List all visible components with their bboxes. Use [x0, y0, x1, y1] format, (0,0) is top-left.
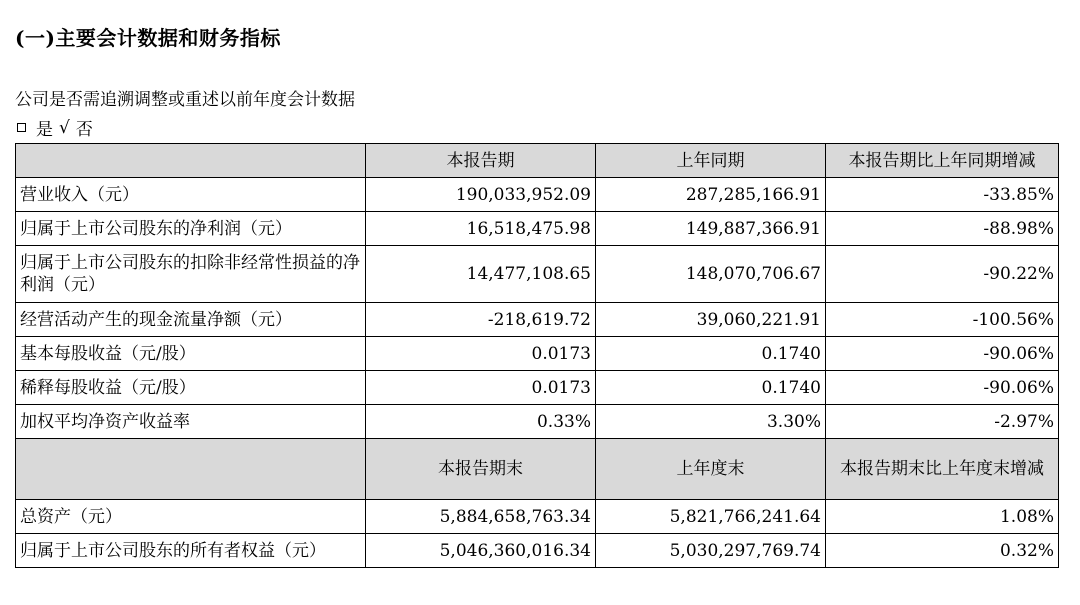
prior-value: 39,060,221.91 [596, 303, 826, 337]
row-label: 总资产（元） [16, 500, 366, 534]
prior-value: 5,821,766,241.64 [596, 500, 826, 534]
current-value: 14,477,108.65 [366, 246, 596, 303]
prior-value: 0.1740 [596, 371, 826, 405]
table-row [16, 212, 1059, 246]
change-value: -100.56% [826, 303, 1059, 337]
change-value: -90.06% [826, 337, 1059, 371]
row-label: 经营活动产生的现金流量净额（元） [16, 303, 366, 337]
prior-value: 148,070,706.67 [596, 246, 826, 303]
header-prior-period: 上年同期 [596, 144, 826, 178]
header-prior-year-end: 上年度末 [596, 439, 826, 500]
prior-value: 0.1740 [596, 337, 826, 371]
prior-value: 149,887,366.91 [596, 212, 826, 246]
header-current-period: 本报告期 [366, 144, 596, 178]
option-yes-label: 是 [36, 120, 53, 140]
row-label: 加权平均净资产收益率 [16, 405, 366, 439]
current-value: 0.0173 [366, 337, 596, 371]
current-value: -218,619.72 [366, 303, 596, 337]
financial-indicators-table [15, 143, 1059, 568]
header-period-end: 本报告期末 [366, 439, 596, 500]
current-value: 190,033,952.09 [366, 178, 596, 212]
current-value: 5,884,658,763.34 [366, 500, 596, 534]
current-value: 5,046,360,016.34 [366, 534, 596, 568]
current-value: 16,518,475.98 [366, 212, 596, 246]
change-value: -90.06% [826, 371, 1059, 405]
table-row [16, 178, 1059, 212]
table-row [16, 405, 1059, 439]
checkmark-icon: √ [59, 117, 70, 138]
prior-value: 3.30% [596, 405, 826, 439]
table-header-row [16, 144, 1059, 178]
prior-value: 5,030,297,769.74 [596, 534, 826, 568]
row-label: 归属于上市公司股东的所有者权益（元） [16, 534, 366, 568]
restatement-options [17, 115, 93, 140]
option-no-label: 否 [75, 120, 93, 140]
table-row [16, 500, 1059, 534]
change-value: 0.32% [826, 534, 1059, 568]
current-value: 0.33% [366, 405, 596, 439]
table-row [16, 303, 1059, 337]
section-title: (一)主要会计数据和财务指标 [15, 26, 281, 50]
row-label: 基本每股收益（元/股） [16, 337, 366, 371]
change-value: -33.85% [826, 178, 1059, 212]
table-row [16, 371, 1059, 405]
row-label: 稀释每股收益（元/股） [16, 371, 366, 405]
header-period-end-change: 本报告期末比上年度末增减 [826, 439, 1059, 500]
table-row [16, 337, 1059, 371]
table-subheader-row [16, 439, 1059, 500]
header-change: 本报告期比上年同期增减 [826, 144, 1059, 178]
header-blank-cell [16, 144, 366, 178]
restatement-question: 公司是否需追溯调整或重述以前年度会计数据 [15, 90, 355, 110]
table-row [16, 534, 1059, 568]
row-label: 营业收入（元） [16, 178, 366, 212]
row-label: 归属于上市公司股东的净利润（元） [16, 212, 366, 246]
row-label: 归属于上市公司股东的扣除非经常性损益的净利润（元） [16, 246, 366, 303]
subheader-blank-cell [16, 439, 366, 500]
current-value: 0.0173 [366, 371, 596, 405]
checkbox-icon [17, 123, 26, 132]
change-value: -88.98% [826, 212, 1059, 246]
change-value: -2.97% [826, 405, 1059, 439]
prior-value: 287,285,166.91 [596, 178, 826, 212]
change-value: -90.22% [826, 246, 1059, 303]
change-value: 1.08% [826, 500, 1059, 534]
table-row [16, 246, 1059, 303]
